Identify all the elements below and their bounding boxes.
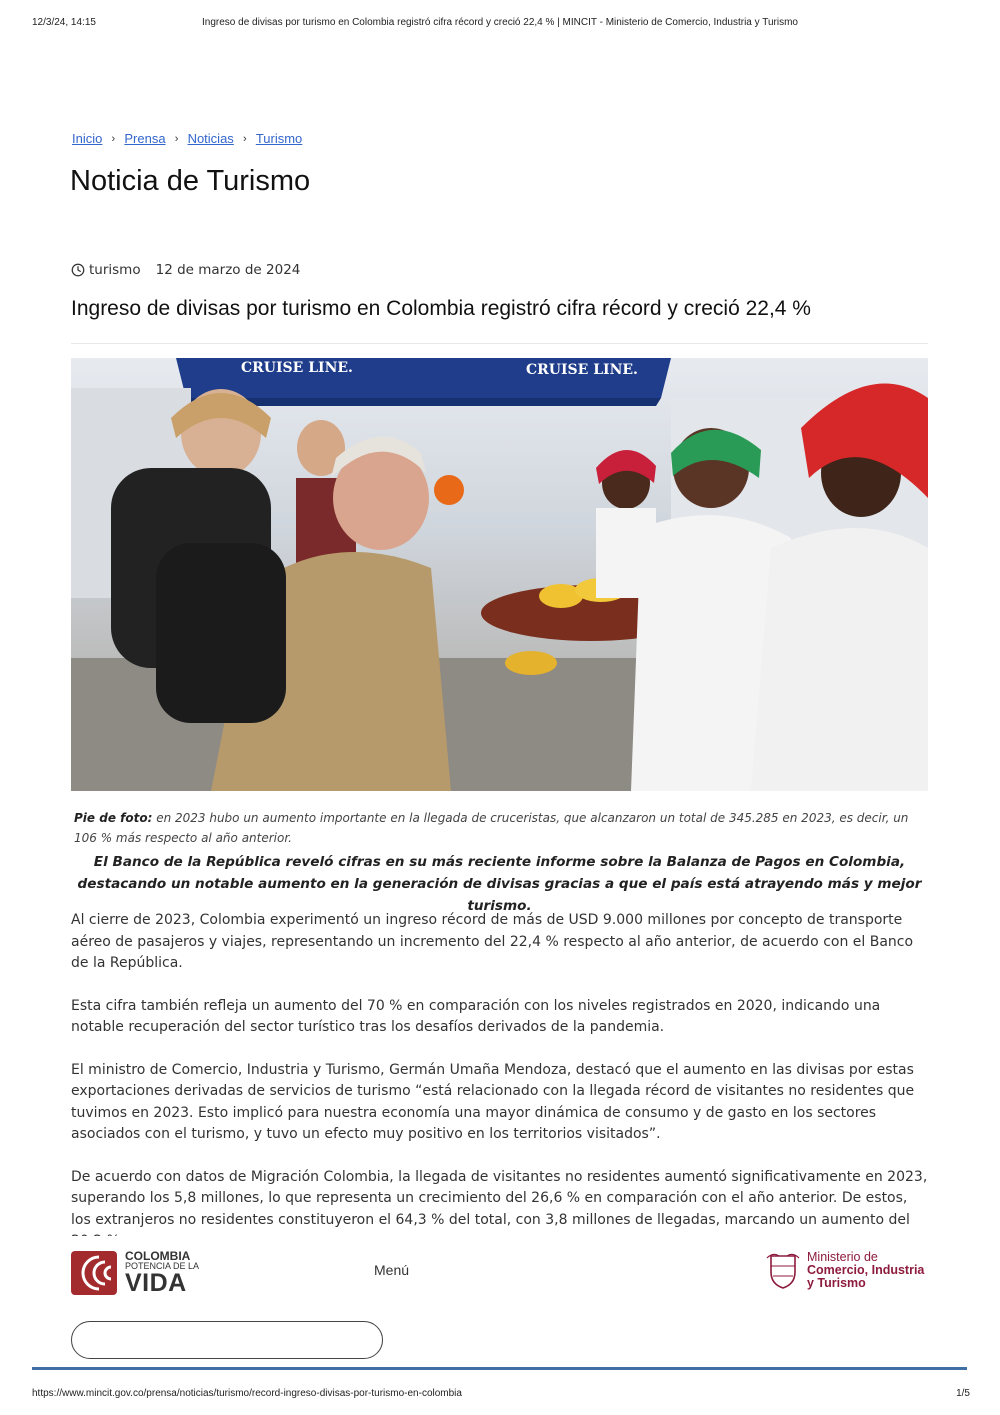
print-url: https://www.mincit.gov.co/prensa/noticias/turismo/record-ingreso-divisas-por-turismo-en-colombia (32, 1388, 462, 1399)
article-lead: El Banco de la República reveló cifras en su más reciente informe sobre la Balanza de Pagos en Colombia, destacando un notable aumento en la generación de divisas gracias a que el país está atrayendo más y mejor turismo. (77, 854, 922, 914)
photo-caption-label: Pie de foto: (74, 811, 153, 825)
colombia-logo-line1: COLOMBIA (125, 1249, 191, 1263)
mincit-logo[interactable] (765, 1250, 924, 1290)
photo-banner-text-right: CRUISE LINE. (526, 362, 638, 378)
mincit-logo-line1: Ministerio de (807, 1249, 878, 1264)
page-title: Noticia de Turismo (70, 165, 311, 197)
print-document-title: Ingreso de divisas por turismo en Colombia registró cifra récord y creció 22,4 % | MINCIT - Ministerio de Comercio, Industria y Turismo (202, 17, 798, 28)
breadcrumb-separator-icon: › (174, 132, 179, 145)
article-title: Ingreso de divisas por turismo en Colombia registró cifra récord y creció 22,4 % (71, 297, 811, 320)
article-paragraph: Esta cifra también refleja un aumento del 70 % en comparación con los niveles registrados en 2020, indicando una notable recuperación del sector turístico tras los desafíos derivados de la pandemia. (71, 997, 881, 1035)
article-date: 12 de marzo de 2024 (155, 262, 301, 278)
print-footer (32, 1388, 970, 1399)
article-paragraph: El ministro de Comercio, Industria y Turismo, Germán Umaña Mendoza, destacó que el aumento en las divisas por estas exportaciones derivadas de servicios de turismo “está relacionado con la llegada récord de visitantes no residentes que tuvimos en 2023. Esto implicó para nuestra economía una mayor dinámica de consumo y de gasto en los sectores asociados con el turismo, y tuvo un efecto muy positivo en los territorios visitados”. (71, 1061, 915, 1142)
colombia-logo-line2: POTENCIA DE LA (125, 1261, 200, 1271)
clock-icon (71, 263, 85, 277)
breadcrumb-link-inicio[interactable]: Inicio (72, 131, 103, 146)
colombia-logo-line3: VIDA (125, 1269, 187, 1297)
breadcrumb-link-noticias[interactable]: Noticias (187, 131, 234, 146)
breadcrumb-separator-icon: › (111, 132, 116, 145)
print-timestamp: 12/3/24, 14:15 (32, 17, 96, 28)
article-body (71, 910, 929, 1230)
mincit-logo-line3: y Turismo (807, 1275, 866, 1290)
article-category[interactable]: turismo (89, 262, 141, 278)
breadcrumb-link-turismo[interactable]: Turismo (255, 131, 303, 146)
breadcrumb (72, 131, 302, 146)
article-photo (71, 358, 928, 791)
breadcrumb-separator-icon: › (242, 132, 247, 145)
article-paragraph: Al cierre de 2023, Colombia experimentó un ingreso récord de más de USD 9.000 millones por concepto de transporte aéreo de pasajeros y viajes, representando un incremento del 22,4 % respecto al año anterior, de acuerdo con el Banco de la República. (71, 912, 914, 971)
mincit-logo-line2: Comercio, Industria (807, 1262, 925, 1277)
breadcrumb-link-prensa[interactable]: Prensa (124, 131, 166, 146)
footer-divider (32, 1367, 967, 1370)
photo-banner-text-left: CRUISE LINE. (241, 360, 353, 376)
article-paragraph: De acuerdo con datos de Migración Colombia, la llegada de visitantes no residentes aumentó significativamente en 2023, superando los 5,8 millones, lo que representa un crecimiento del 26,6 % en comparación con el año anterior. De estos, los extranjeros no residentes constituyeron el 64,3 % del total, con 3,8 millones de llegadas, marcando un aumento del (71, 1168, 928, 1228)
coat-of-arms-icon (765, 1250, 801, 1290)
colombia-potencia-logo[interactable] (71, 1250, 199, 1296)
print-page-number: 1/5 (956, 1388, 970, 1399)
colombia-logo-mark-icon (71, 1251, 117, 1295)
photo-caption (74, 808, 926, 848)
title-divider (71, 343, 928, 344)
photo-caption-text: en 2023 hubo un aumento importante en la llegada de cruceristas, que alcanzaron un total de 345.285 en 2023, es decir, un 106 % más respecto al año anterior. (74, 811, 909, 845)
search-input[interactable] (71, 1321, 383, 1359)
article-meta (71, 262, 300, 278)
menu-button[interactable]: Menú (374, 1262, 410, 1278)
